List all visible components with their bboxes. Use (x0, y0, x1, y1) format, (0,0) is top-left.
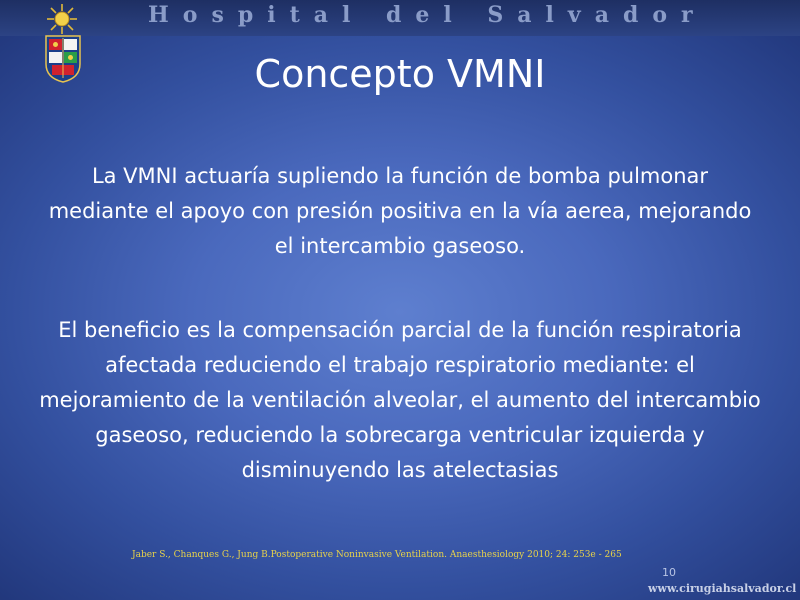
page-number: 10 (662, 566, 676, 579)
paragraph-1: La VMNI actuaría supliendo la función de bomba pulmonar mediante el apoyo con presión positiva en la vía aerea, mejorando el intercambio gaseoso. (48, 164, 752, 258)
citation-reference: Jaber S., Chanques G., Jung B.Postoperative Noninvasive Ventilation. Anaesthesiology 2010; 24: 253e - 265 (132, 550, 622, 560)
website-footer: www.cirugiahsalvador.cl (648, 582, 797, 595)
hospital-name-header: Hospital del Salvador (148, 2, 707, 28)
sun-emblem-icon (44, 2, 80, 36)
slide-title: Concepto VMNI (254, 52, 546, 96)
paragraph-2: El beneficio es la compensación parcial de la función respiratoria afectada reduciendo el trabajo respiratorio mediante: el mejoramiento de la ventilación alveolar, el aumento del intercambio gaseoso, reduciendo la sobrecarga ventricular izquierda y disminuyendo las atelectasias (39, 318, 761, 482)
